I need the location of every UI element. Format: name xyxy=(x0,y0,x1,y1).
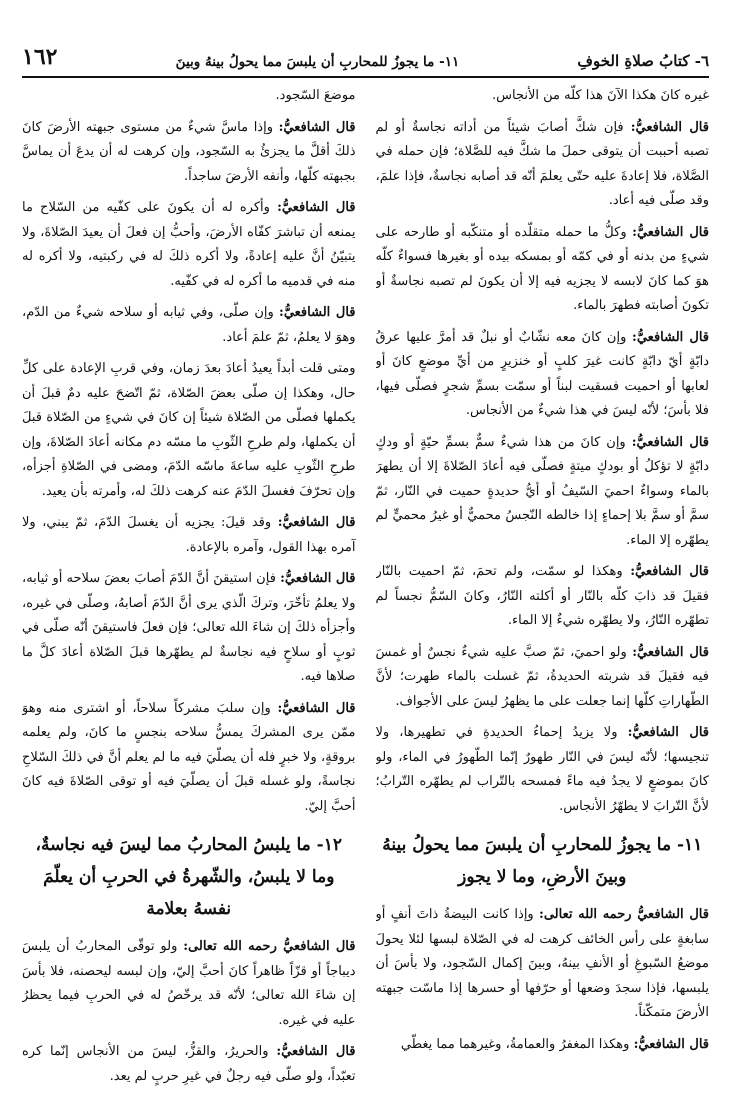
paragraph-text: وإن كانَ معه نشّابٌ أو نبلٌ قد أمرَّ عليها عرقُ دابّةٍ أيّ دابّةٍ كانت غيرَ كلبٍ أو خنزيرٍ من أيِّ موضعٍ كانَ أو لعابها أو احميت فسقيت لبناً أو سمّت بسمِّ شجرٍ فصلّى فيها، فلا بأسَ؛ لأنّه ليسَ في هذا شيءٌ من الأنجاس. xyxy=(375,329,709,418)
right-column xyxy=(376,84,710,1095)
paragraph-text: وقد قيلَ: يجزيه أن يغسلَ الدّمَ، ثمّ يبني، ولا آمره بهذا القول، وآمره بالإعادة. xyxy=(22,515,356,555)
paragraph-text: فإن شكَّ أصابَ شيئاً من أداته نجاسةٌ أو لم تصبه أحببت أن يتوقى حملَ ما شكَّ فيه للصَّلاة؛ فإن حمله في الصَّلاة، فلا إعادةَ عليه حتّى يعلمَ أنّه قد أصابه نجاسةٌ، فإذا علمَ، وقد صلّى فيه أعاد. xyxy=(375,119,709,208)
chapter-title: ٦- كتابُ صلاةِ الخوفِ xyxy=(577,52,709,70)
speaker-label: قال الشافعيُّ: xyxy=(632,224,709,240)
paragraph-text: ومتى قلت أبداً يعيدُ أعادَ بعدَ زمان، وفي قربِ الإعادة على كلِّ حال، وهكذا إن صلّى بعضَ الصّلاة، ثمّ اتّضحَ عليه دمٌ قبلَ أن يكملها فصلّى من الصّلاة شيئاً إن كانَ في شيءٍ من الصّلاة قبلَ أن يكملها، ولم طرحِ الثّوبِ ما مسّه دم مكانه أعادَ الصّلاةَ، وإن طرحِ الثّوبِ عليه ساعةَ ماسّه الدّمَ، ومضى في الصّلاةِ أجزأه، وإن تحرّفَ فغسلَ الدّمَ عنه كرهت ذلكَ له، وأمرته بأن يعيد. xyxy=(22,361,356,499)
text-columns xyxy=(22,84,709,1095)
left-column xyxy=(22,84,356,1095)
paragraph xyxy=(376,560,710,634)
speaker-label: قال الشافعيُّ رحمه الله تعالى: xyxy=(183,939,356,954)
speaker-label: قال الشافعيُّ: xyxy=(630,119,709,135)
paragraph-text: ولو احميَ، ثمّ صبَّ عليه شيءٌ نجسٌ أو غمسَ فيه فقيلَ قد شربته الحديدةُ، ثمّ غسلت بالماء طهرت؛ لأنَّ الطّهاراتِ كلّها إنما جعلت على ما يظهرُ ليسَ على الأجواف. xyxy=(375,644,709,709)
paragraph xyxy=(22,196,356,294)
speaker-label: قال الشافعيُّ: xyxy=(631,434,709,450)
page-number: ١٦٢ xyxy=(22,44,58,70)
paragraph xyxy=(22,935,356,1033)
paragraph xyxy=(22,567,356,690)
paragraph-text: فإن استيقنَ أنَّ الدّمَ أصابَ بعضَ سلاحه أو ثيابه، ولا يعلمُ تأخّرَ، وتركَ الّذي يرى أنَّ الدّمَ أصابهُ، وصلّى في غيره، وأجزأه ذلكَ إن شاءَ الله تعالى؛ فإن فعلَ فاستيقنَ أنّه صلّى في ثوبٍ أو سلاحٍ فيه نجاسةٌ لم يطهّرها قبلَ الصّلاة أعادَ كلَّ ما صلاها فيه. xyxy=(22,571,356,684)
speaker-label: قال الشافعيُّ: xyxy=(277,200,356,215)
paragraph-text: ولا يزيدُ إحماءُ الحديدةِ في تطهيرها، ولا تنجيسها؛ لأنّه ليسَ في النّار طهورٌ إنّما الطّهورُ في الماء، ولو كانَ بموضعٍ لا يجدُ فيه ماءً فمسحه بالتّراب لم يطهّره التّرابُ؛ لأنَّ التّرابَ لا يطهّرُ الأنجاس. xyxy=(375,725,709,814)
section-heading: ١٢- ما يلبسُ المحاربُ مما ليسَ فيه نجاسةٌ، وما لا يلبسُ، والشّهرةُ في الحربِ أن يعلّمَ نفسهُ بعلامة xyxy=(35,835,342,919)
speaker-label: قال الشافعيُّ: xyxy=(279,305,356,320)
paragraph-text: وإن كانَ من هذا شيءٌ سمٌّ بسمِّ حيّةٍ أو ودكٍ دابّةٍ لا تؤكلُ أو بودكٍ ميتةٍ فصلّى فيه أعادَ الصّلاةَ إلا أن يطهرَ بالماء وسواءٌ احميَ السّيفُ أو أيُّ حديدةٍ حميت في النّار، ثمّ سمَّ أو سمَّ بلا إحماءٍ إذا خالطه النّجسُ محميٌّ أو غيرُ محميٍّ لم يطهّره إلا الماء. xyxy=(375,434,709,548)
paragraph xyxy=(22,301,356,350)
speaker-label: قال الشافعيُّ: xyxy=(632,644,709,660)
paragraph xyxy=(22,511,356,560)
paragraph-text: ولو توقّى المحاربُ أن يلبسَ ديباجاً أو قزّاً ظاهراً كانَ أحبَّ إليّ، وإن لبسه ليحصنه، فلا بأسَ إن شاءَ الله تعالى؛ لأنّه قد يرخّصُ له في الحربِ فيما يحظرُ عليه في غيره. xyxy=(22,939,356,1028)
paragraph-text: وهكذا المغفرُ والعمامةُ، وغيرهما مما يغطّي xyxy=(400,1036,630,1052)
speaker-label: قال الشافعيُّ: xyxy=(278,119,356,135)
speaker-label: قال الشافعيُّ: xyxy=(630,564,709,579)
paragraph xyxy=(22,1040,356,1089)
paragraph xyxy=(376,326,710,424)
paragraph-text: وإن صلّى، وفي ثيابه أو سلاحه شيءٌ من الدّم، وهوَ لا يعلمُ، ثمّ علمَ أعاد. xyxy=(22,305,356,345)
paragraph xyxy=(376,1033,710,1058)
paragraph-text: وأكره له أن يكونَ على كفّيه من السّلاح ما يمنعه أن تباشرَ كفّاه الأرضَ، وأحبُّ إن فعلَ أن يعيدَ الصّلاةَ، ولا يتبيّنُ أنَّ عليه إعادةً، ولا أكره ذلكَ له في ركبتيه، ولا أكره له منه في قدميه ما أكره له في كفّيه. xyxy=(22,200,356,289)
paragraph xyxy=(376,116,710,214)
speaker-label: قال الشافعيُّ: xyxy=(633,1036,709,1052)
speaker-label: قال الشافعيُّ: xyxy=(632,329,709,345)
section-heading: ١١- ما يجوزُ للمحاربِ أن يلبسَ مما يحولُ بينهُ وبينَ الأرضِ، وما لا يجوز xyxy=(382,835,703,887)
paragraph xyxy=(376,221,710,319)
paragraph xyxy=(22,116,356,190)
speaker-label: قال الشافعيُّ: xyxy=(277,515,356,530)
paragraph-text: وإذا كانت البيضةُ ذاتَ أنفٍ أو سابغةٍ على رأس الخائف كرهت له في الصّلاة لبسها لئلا يحولَ موضعُ السّبوغِ أو الأنفِ بينهُ، وبينَ إكمال السّجود، ولا بأسَ أن يلبسها، فإذا سجدَ وضعها أو حرّفها أو حسرها إذا ماسّت جبهته الأرضَ متمكّناً. xyxy=(375,907,709,1020)
page-header xyxy=(22,30,709,78)
speaker-label: قال الشافعيُّ: xyxy=(277,700,356,716)
paragraph xyxy=(376,641,710,715)
paragraph xyxy=(376,721,710,819)
paragraph-text: غيره كانَ هكذا الآنَ هذا كلّه من الأنجاس. xyxy=(492,88,709,103)
paragraph-text: والحريرُ، والقزُّ، ليسَ من الأنجاس إنّما كره تعبّداً، ولو صلّى فيه رجلٌ في غيرِ حربٍ لم يعد. xyxy=(22,1044,356,1084)
paragraph xyxy=(376,431,710,554)
paragraph-text: وإن سلبَ مشركاً سلاحاً، أو اشترى منه وهوَ ممّن يرى المشركَ يمسُّ سلاحه بنجسٍ ما كانَ، ولم يعلمه بروقةٍ، ولا خبرٍ فله أن يصلّيَ فيه ما لم يعلم أنَّ في ذلكَ السّلاحِ نجاسةً، ولو غسله قبلَ أن يصلّيَ فيه أو توقى الصّلاةَ فيه كانَ أحبَّ إليّ. xyxy=(22,700,356,814)
paragraph-text: موضعَ السّجود. xyxy=(275,88,356,103)
paragraph xyxy=(376,84,710,109)
paragraph-text: وإذا ماسَّ شيءٌ من مستوى جبهته الأرضَ كانَ ذلكَ أقلَّ ما يجزئُ به السّجود، وإن كرهت له أن يدعَ أن يماسَّ بجبهته كلّها، وأنفه الأرضَ ساجداً. xyxy=(22,119,356,184)
paragraph xyxy=(22,84,356,109)
speaker-label: قال الشافعيُّ: xyxy=(276,1044,356,1059)
paragraph xyxy=(22,357,356,504)
speaker-label: قال الشافعيُّ رحمه الله تعالى: xyxy=(539,907,709,922)
speaker-label: قال الشافعيُّ: xyxy=(280,571,356,586)
speaker-label: قال الشافعيُّ: xyxy=(627,725,709,740)
paragraph xyxy=(22,697,356,820)
paragraph xyxy=(376,903,710,1026)
running-title: ١١- ما يجوزُ للمحاربِ أن يلبسَ مما يحولُ بينهُ وبينَ xyxy=(175,54,460,70)
paragraph-text: وهكذا لو سمّت، ولم تحمَ، ثمّ احميت بالنّار فقيلَ قد ذابَ كلّه بالنّار أو أكلته النّارُ، وكانَ السّمُّ نجساً لم تطهّره النّارُ، ولا يطهّره شيءٌ إلا الماء. xyxy=(375,564,709,628)
paragraph-text: وكلُّ ما حمله متقلّده أو متنكّبه أو طارحه على شيءٍ من بدنه أو في كمّه أو بمسكه بيده أو بغيرها فسواءٌ كلّه هوَ كما كانَ لابسه لا يجزيه فيه إلا أن يكونَ لم تصبه نجاسةٌ أو تكونَ أصابته فطهرَ بالماء. xyxy=(375,224,709,313)
